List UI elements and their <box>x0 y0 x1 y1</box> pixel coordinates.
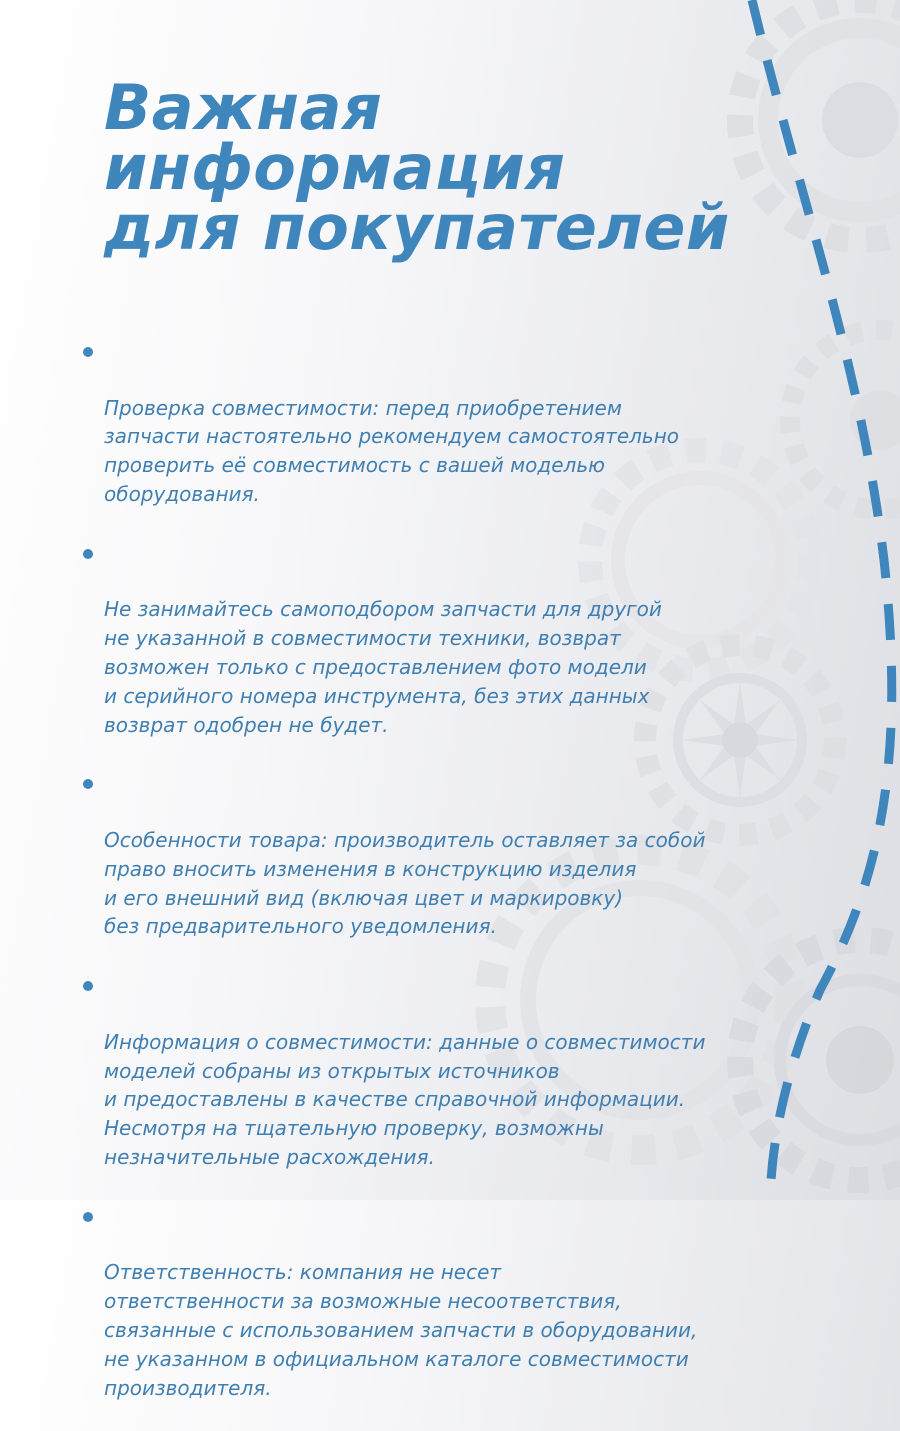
note-compatibility-info <box>82 970 802 1172</box>
buyer-notes-list <box>82 336 802 1431</box>
bullet-icon <box>83 1212 93 1222</box>
title-line: Важная <box>104 71 383 144</box>
bullet-icon <box>83 981 93 991</box>
note-responsibility <box>82 1201 802 1403</box>
bullet-icon <box>83 549 93 559</box>
note-text: Не занимайтесь самоподбором запчасти для другой не указанной в совместимости техники, возврат возможен только с предоставлением фото модели и серийного номера инструмента, без этих данных возврат одобрен не будет. <box>104 597 662 737</box>
page-title <box>104 71 744 264</box>
note-text: Ответственность: компания не несет ответственности за возможные несоответствия, связанные с использованием запчасти в оборудовании, не указанном в официальном каталоге совместимости производителя. <box>104 1260 698 1400</box>
note-text: Проверка совместимости: перед приобретением запчасти настоятельно рекомендуем самостоятельно проверить её совместимость с вашей моделью оборудования. <box>104 395 680 506</box>
title-line: информация <box>104 131 566 204</box>
note-product-features <box>82 768 802 941</box>
title-line: для покупателей <box>104 191 730 264</box>
bullet-icon <box>83 779 93 789</box>
note-compatibility-check <box>82 336 802 509</box>
note-text: Информация о совместимости: данные о совместимости моделей собраны из открытых источников и предоставлены в качестве справочной информации. Несмотря на тщательную проверку, возможны незначительные расхождения. <box>104 1029 706 1169</box>
bullet-icon <box>83 347 93 357</box>
note-self-selection <box>82 538 802 740</box>
note-text: Особенности товара: производитель оставляет за собой право вносить изменения в конструкцию изделия и его внешний вид (включая цвет и маркировку) без предварительного уведомления. <box>104 827 706 939</box>
